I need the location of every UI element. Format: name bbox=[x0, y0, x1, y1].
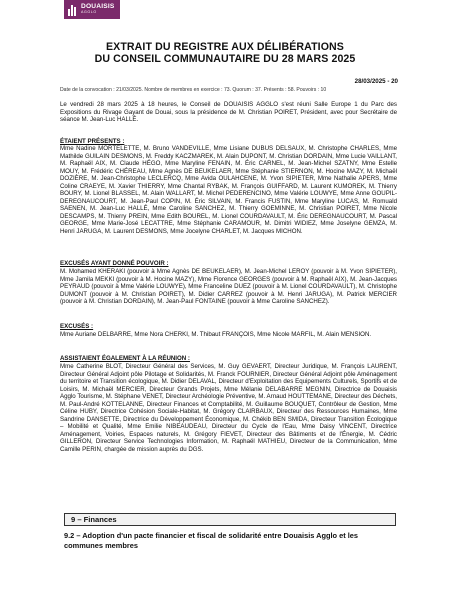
finances-subsection-title: 9.2 – Adoption d'un pacte financier et fiscal de solidarité entre Douaisis Agglo et les communes membres bbox=[64, 531, 359, 550]
presents-heading: ÉTAIENT PRÉSENTS : bbox=[60, 138, 125, 145]
intro-paragraph: Le vendredi 28 mars 2025 à 18 heures, le Conseil de DOUAISIS AGGLO s'est réuni Salle Europe 1 du Parc des Expositions du Rivage Gayant de Douai, sous la présidence de M. Christian POIRET, Président, avec pour Secrétaire de séance M. Jean-Luc HALLÉ. bbox=[60, 101, 397, 124]
finances-section-bar: 9 – Finances bbox=[64, 513, 396, 526]
presents-list: Mme Nadine MORTELETTE, M. Bruno VANDEVILLE, Mme Lisiane DUBUS DELSAUX, M. Christophe CHARLES, Mme Mathilde GUILAIN DESMONS, M. Freddy KACZMAREK, M. Alain DUPONT, M. Christian DORDAIN, Mme Lucie VAILLANT, M. Raphaël AIX, M. Claude HÉGO, Mme Maryline FENAIN, M. Éric CARNEL, M. Jean-Michel SZATNY, Mme Estelle MOUY, M. Frédéric CHÉREAU, Mme Agnès DE BEUKELAER, Mme Stéphanie STIERNON, M. Hocine MAZY, M. Michaël DOZIÈRE, M. Jean-Christophe LECLERCQ, Mme Avida OULAHCENE, M. Yvon SIPIETER, Mme Nathalie APERS, Mme Coline CRAEYE, M. Xavier THIERRY, Mme Chantal RYBAK, M. François GUIFFARD, M. Laurent KUMOREK, M. Thierry BOURY, M. Lionel BLASSEL, M. Alain WALLART, M. Michel PEDERENCINO, Mme Valérie LOUWYE, Mme Anne GOUPIL-DEREGNAUCOURT, M. Jean-Paul COPIN, M. Éric SILVAIN, M. Francis FUSTIN, Mme Maryline LUCAS, M. Romuald SAENEN, M. Jean-Luc HALLÉ, Mme Caroline SANCHEZ, M. Thierry GOEMINNE, M. Christian POIRET, Mme Nicole DESCAMPS, M. Thierry PREIN, Mme Edith BOUREL, M. Lionel COURDAVAULT, M. Éric DEREGNAUCOURT, M. Pascal GEORGE, Mme Marie-José LECATTRE, Mme Stéphanie CARAMOUR, M. Dimitri WIDIEZ, Mme Joselyne GEMZA, M. Henri JARUGA, M. Laurent DESMONS, Mme Jocelyne CHARLET, M. Jacques MICHON. bbox=[60, 145, 397, 236]
pouvoirs-heading: EXCUSÉS AYANT DONNÉ POUVOIR : bbox=[60, 260, 169, 267]
convocation-meta: Date de la convocation : 21/03/2025. Nombre de membres en exercice : 73. Quorum : 37. Présents : 58. Pouvoirs : 10 bbox=[60, 87, 327, 93]
pouvoirs-list: M. Mohamed KHERAKI (pouvoir à Mme Agnès DE BEUKELAER), M. Jean-Michel LEROY (pouvoir à M. Yvon SIPIETER), Mme Jamila MEKKI (pouvoir à M. Hocine MAZY), Mme Florence GEORGES (pouvoir à M. Raphaël AIX), M. Jean-Jacques PEYRAUD (pouvoir à Mme Valérie LOUWYE), Mme Franceline DUEZ (pouvoir à M. Lionel COURDAVAULT), M. Christophe DUMONT (pouvoir à M. Christian POIRET), M. Didier CARREZ (pouvoir à M. Henri JARUGA), M. Patrick MERCIER (pouvoir à M. Christian DORDAIN), M. Jean-Paul FONTAINE (pouvoir à Mme Caroline SANCHEZ). bbox=[60, 268, 397, 306]
assist-list: Mme Catherine BLOT, Directeur Général des Services, M. Guy GEVAERT, Directeur Juridique, M. François LAURENT, Directeur Général Adjoint pôle Pilotage et Solidarités, M. Franck FOURNIER, Directeur Général Adjoint pôle Aménagement du territoire et Transition écologique, M. Didier DELAVAL, Directeur d'Exploitation des Equipements Culturels, Sportifs et de Loisirs, M. Michaël MERCIER, Directeur Grands Projets, Mme Mélanie DELABARRE MEGNIN, Directrice de Douaisis Agglo Tourisme, M. Stéphane VENET, Directeur Archéologie Préventive, M. Arnaud HOUTTEMANE, Directeur des Déchets, M. Paul-André KOTTELANNE, Directeur Finances et Comptabilité, M. Guillaume BOUQUET, Contrôleur de Gestion, Mme Céline HUBY, Directrice Cohésion Sociale-Habitat, M. Grégory CLAIRBAUX, Directeur des Ressources Humaines, Mme Sandrine DANSETTE, Directrice du Développement Économique, M. Chékib BEN SMIDA, Directeur Transition Écologique – Mobilité et Qualité, Mme Emilie NIBEAUDEAU, Directeur du Cycle de l'Eau, Mme Daisy VINCENT, Directrice Aménagement, Voiries, Espaces naturels, M. Grégory FIEVET, Directeur des Bâtiments et de l'Énergie, M. Cédric GILLERON, Directeur Service Technologies Information, M. Raphaël MATHIEU, Directeur de la Communication, Mme Camille PERIN, chargée de mission auprès du DGS. bbox=[60, 363, 397, 454]
document-title-line-1: EXTRAIT DU REGISTRE AUX DÉLIBÉRATIONS bbox=[106, 41, 344, 53]
deliberation-reference: 28/03/2025 - 20 bbox=[354, 78, 398, 85]
logo-name: DOUAISIS bbox=[81, 3, 115, 11]
document-title-line-2: DU CONSEIL COMMUNAUTAIRE DU 28 MARS 2025 bbox=[94, 53, 356, 65]
excuses-heading: EXCUSÉS : bbox=[60, 323, 94, 330]
douaisis-agglo-logo bbox=[64, 0, 120, 19]
logo-mark-icon bbox=[68, 4, 78, 16]
excuses-list: Mme Auriane DELBARRE, Mme Nora CHERKI, M. Thibaut FRANÇOIS, Mme Nicole MARFIL, M. Alain MENSION. bbox=[60, 331, 372, 338]
assist-heading: ASSISTAIENT ÉGALEMENT À LA RÉUNION : bbox=[60, 355, 190, 362]
logo-tagline: AGGLO bbox=[81, 10, 97, 14]
